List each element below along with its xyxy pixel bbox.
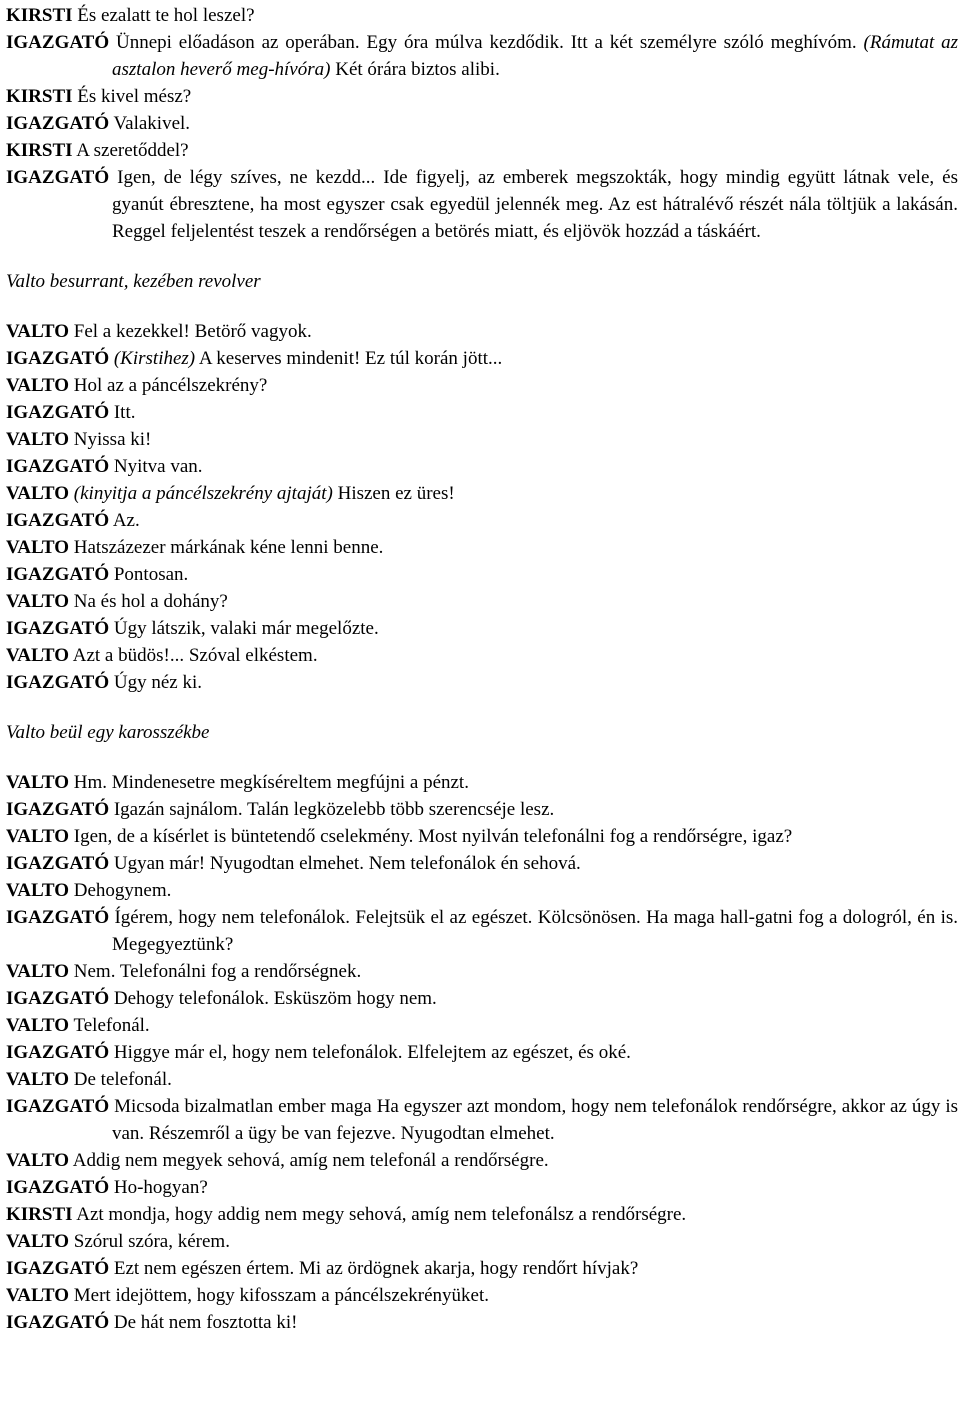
speaker-name: KIRSTI	[6, 5, 73, 26]
dialogue-line	[6, 796, 958, 823]
speaker-name: IGAZGATÓ	[6, 1258, 110, 1279]
dialogue-text: Hm. Mindenesetre megkíséreltem megfújni a pénzt.	[73, 772, 469, 793]
dialogue-text: Azt a büdös!... Szóval elkéstem.	[72, 645, 318, 666]
dialogue-text: Két órára biztos alibi.	[330, 59, 500, 80]
speaker-name: IGAZGATÓ	[6, 167, 110, 188]
dialogue-line	[6, 615, 958, 642]
speaker-name: VALTO	[6, 429, 70, 450]
inline-stage-direction: (Kirstihez)	[113, 348, 196, 369]
speaker-name: VALTO	[6, 772, 70, 793]
speaker-name: IGAZGATÓ	[6, 510, 110, 531]
dialogue-text: Higgye már el, hogy nem telefonálok. Elfelejtem az egészet, és oké.	[113, 1042, 631, 1063]
dialogue-text: Hatszázezer márkának kéne lenni benne.	[73, 537, 384, 558]
dialogue-text: Dehogy telefonálok. Esküszöm hogy nem.	[113, 988, 437, 1009]
dialogue-line	[6, 1093, 958, 1147]
dialogue-text: Valakivel.	[113, 113, 191, 134]
dialogue-text: Na és hol a dohány?	[73, 591, 228, 612]
speaker-name: VALTO	[6, 537, 70, 558]
dialogue-text: Igen, de légy szíves, ne kezdd... Ide figyelj, az emberek megszokták, hogy mindig együtt látnak vele, és gyanút ébresztene, ha most egyszer csak egyedül jelennék meg. Az est hátralévő részét nála töltjük a lakásán. Reggel feljelentést teszek a rendőrségen a betörés miatt, és eljövök hozzád a táskáért.	[112, 167, 958, 242]
speaker-name: VALTO	[6, 1069, 70, 1090]
dialogue-line	[6, 1282, 958, 1309]
dialogue-text: Úgy néz ki.	[113, 672, 202, 693]
dialogue-line	[6, 2, 958, 29]
blank-spacer	[6, 295, 958, 318]
dialogue-text: Igen, de a kísérlet is büntetendő cselekmény. Most nyilván telefonálni fog a rendőrségre, igaz?	[73, 826, 793, 847]
dialogue-text: Ígérem, hogy nem telefonálok. Felejtsük el az egészet. Kölcsönösen. Ha maga hall-gatni fog a dologról, én is. Megegyeztünk?	[112, 907, 959, 955]
speaker-name: IGAZGATÓ	[6, 1096, 110, 1117]
dialogue-line	[6, 29, 958, 83]
stage-direction: Valto beül egy karosszékbe	[6, 722, 210, 743]
dialogue-text: Az.	[112, 510, 140, 531]
speaker-name: IGAZGATÓ	[6, 456, 110, 477]
dialogue-text: Dehogynem.	[73, 880, 172, 901]
dialogue-line	[6, 1201, 958, 1228]
dialogue-text: Ho-hogyan?	[113, 1177, 208, 1198]
dialogue-line	[6, 1174, 958, 1201]
dialogue-line	[6, 372, 958, 399]
dialogue-text: A keserves mindenit! Ez túl korán jött...	[195, 348, 503, 369]
dialogue-text: De hát nem fosztotta ki!	[113, 1312, 298, 1333]
dialogue-line	[6, 83, 958, 110]
dialogue-text: Ünnepi előadáson az operában. Egy óra múlva kezdődik. Itt a két személyre szóló meghívóm.	[115, 32, 864, 53]
speaker-name: IGAZGATÓ	[6, 853, 110, 874]
dialogue-text: Itt.	[113, 402, 136, 423]
speaker-name: IGAZGATÓ	[6, 1312, 110, 1333]
speaker-name: VALTO	[6, 321, 70, 342]
dialogue-line	[6, 110, 958, 137]
dialogue-line	[6, 588, 958, 615]
dialogue-text: Nyissa ki!	[73, 429, 152, 450]
dialogue-text: Mert idejöttem, hogy kifosszam a páncélszekrényüket.	[73, 1285, 490, 1306]
speaker-name: IGAZGATÓ	[6, 618, 110, 639]
dialogue-text: Úgy látszik, valaki már megelőzte.	[113, 618, 379, 639]
dialogue-line	[6, 534, 958, 561]
speaker-name: KIRSTI	[6, 86, 73, 107]
dialogue-line	[6, 399, 958, 426]
dialogue-line	[6, 850, 958, 877]
speaker-name: KIRSTI	[6, 1204, 73, 1225]
dialogue-line	[6, 480, 958, 507]
speaker-name: VALTO	[6, 591, 70, 612]
dialogue-text: Hol az a páncélszekrény?	[73, 375, 268, 396]
dialogue-line	[6, 1255, 958, 1282]
speaker-name: KIRSTI	[6, 140, 73, 161]
dialogue-line	[6, 877, 958, 904]
speaker-name: IGAZGATÓ	[6, 32, 110, 53]
speaker-name: IGAZGATÓ	[6, 402, 110, 423]
dialogue-text: Ezt nem egészen értem. Mi az ördögnek akarja, hogy rendőrt hívjak?	[113, 1258, 639, 1279]
dialogue-line	[6, 823, 958, 850]
dialogue-text: És kivel mész?	[77, 86, 192, 107]
speaker-name: IGAZGATÓ	[6, 113, 110, 134]
dialogue-line	[6, 769, 958, 796]
dialogue-line	[6, 642, 958, 669]
speaker-name: VALTO	[6, 1015, 70, 1036]
dialogue-line	[6, 507, 958, 534]
dialogue-text: Addig nem megyek sehová, amíg nem telefonál a rendőrségre.	[72, 1150, 549, 1171]
dialogue-text: A szeretőddel?	[76, 140, 189, 161]
speaker-name: IGAZGATÓ	[6, 348, 110, 369]
dialogue-text: Micsoda bizalmatlan ember maga Ha egyszer azt mondom, hogy nem telefonálok rendőrségre, akkor az úgy is van. Részemről a ügy be van fejezve. Nyugodtan elmehet.	[112, 1096, 959, 1144]
dialogue-line	[6, 669, 958, 696]
inline-stage-direction: (Rámutat az asztalon heverő meg-hívóra)	[112, 32, 958, 80]
dialogue-line	[6, 1066, 958, 1093]
dialogue-line	[6, 1012, 958, 1039]
speaker-name: VALTO	[6, 1231, 70, 1252]
speaker-name: IGAZGATÓ	[6, 907, 110, 928]
dialogue-text: Szórul szóra, kérem.	[73, 1231, 230, 1252]
dialogue-line	[6, 345, 958, 372]
dialogue-line	[6, 318, 958, 345]
speaker-name: VALTO	[6, 826, 70, 847]
blank-spacer	[6, 746, 958, 769]
speaker-name: IGAZGATÓ	[6, 564, 110, 585]
dialogue-line	[6, 453, 958, 480]
dialogue-text: És ezalatt te hol leszel?	[77, 5, 255, 26]
dialogue-line	[6, 164, 958, 245]
speaker-name: IGAZGATÓ	[6, 988, 110, 1009]
inline-stage-direction: (kinyitja a páncélszekrény ajtaját)	[73, 483, 333, 504]
speaker-name: VALTO	[6, 961, 70, 982]
dialogue-text: Hiszen ez üres!	[332, 483, 455, 504]
speaker-name: VALTO	[6, 483, 70, 504]
dialogue-text: Ugyan már! Nyugodtan elmehet. Nem telefonálok én sehová.	[113, 853, 581, 874]
dialogue-line	[6, 1228, 958, 1255]
dialogue-line	[6, 985, 958, 1012]
speaker-name: VALTO	[6, 1285, 70, 1306]
dialogue-line	[6, 561, 958, 588]
stage-direction: Valto besurrant, kezében revolver	[6, 271, 261, 292]
dialogue-line	[6, 137, 958, 164]
speaker-name: VALTO	[6, 645, 70, 666]
dialogue-text: De telefonál.	[73, 1069, 172, 1090]
speaker-name: IGAZGATÓ	[6, 799, 110, 820]
speaker-name: IGAZGATÓ	[6, 672, 110, 693]
speaker-name: VALTO	[6, 375, 70, 396]
dialogue-text: Telefonál.	[73, 1015, 150, 1036]
blank-spacer	[6, 696, 958, 719]
dialogue-line	[6, 904, 958, 958]
speaker-name: VALTO	[6, 1150, 70, 1171]
dialogue-text: Nem. Telefonálni fog a rendőrségnek.	[73, 961, 362, 982]
dialogue-line	[6, 1309, 958, 1336]
dialogue-line	[6, 1147, 958, 1174]
speaker-name: VALTO	[6, 880, 70, 901]
dialogue-line	[6, 426, 958, 453]
speaker-name: IGAZGATÓ	[6, 1042, 110, 1063]
dialogue-text: Fel a kezekkel! Betörő vagyok.	[73, 321, 312, 342]
dialogue-text: Nyitva van.	[113, 456, 203, 477]
dialogue-text: Azt mondja, hogy addig nem megy sehová, amíg nem telefonálsz a rendőrségre.	[76, 1204, 687, 1225]
blank-spacer	[6, 245, 958, 268]
dialogue-text: Igazán sajnálom. Talán legközelebb több szerencséje lesz.	[113, 799, 555, 820]
dialogue-text: Pontosan.	[113, 564, 189, 585]
speaker-name: IGAZGATÓ	[6, 1177, 110, 1198]
dialogue-line	[6, 1039, 958, 1066]
dialogue-line	[6, 958, 958, 985]
